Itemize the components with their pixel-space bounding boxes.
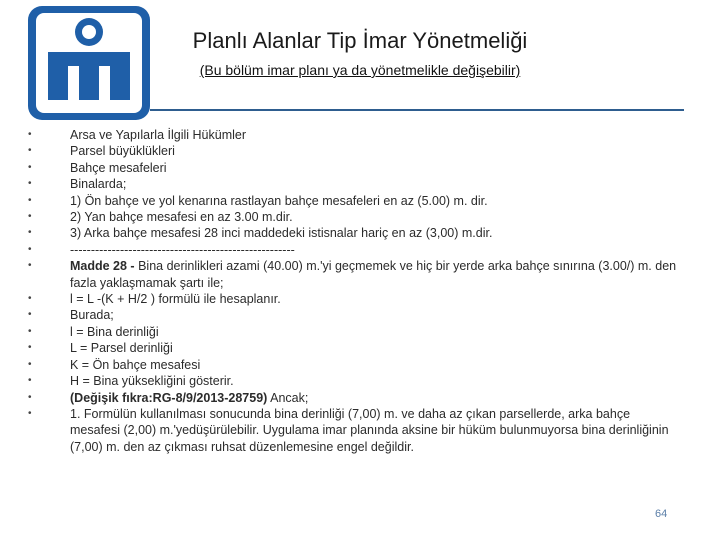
- item-text: 1. Formülün kullanılması sonucunda bina derinliği (7,00) m. ve daha az çıkan parsellerde, arka bahçe mesafesi (2,00) m.'yedüşürülebilir. Uygulama imar planında aksine bir hüküm bulunmuyorsa bina derinliğinin (7,00) m. den az çıkması ruhsat düzenlemesine engel değildir.: [70, 406, 669, 454]
- bullet-icon: •: [28, 309, 32, 321]
- bullet-icon: •: [28, 178, 32, 190]
- list-item: [28, 160, 678, 176]
- bullet-icon: •: [28, 293, 32, 305]
- bullet-icon: •: [28, 391, 32, 403]
- list-item: [28, 242, 678, 258]
- bullet-icon: •: [28, 243, 32, 255]
- list-item: [28, 324, 678, 340]
- item-text: K = Ön bahçe mesafesi: [70, 357, 201, 372]
- list-item: [28, 176, 678, 192]
- item-text: ------------------------------------------------------: [70, 242, 295, 257]
- bullet-icon: •: [28, 227, 32, 239]
- item-text: Arsa ve Yapılarla İlgili Hükümler: [70, 128, 246, 142]
- bullet-icon: •: [28, 407, 32, 419]
- bullet-icon: •: [28, 260, 32, 272]
- list-item: [28, 209, 678, 225]
- item-bold-text: (Değişik fıkra:RG-8/9/2013-28759): [70, 390, 268, 405]
- list-item: [28, 193, 678, 209]
- logo-icon: [28, 6, 150, 120]
- bullet-icon: •: [28, 145, 32, 157]
- list-item: [28, 357, 678, 373]
- bullet-icon: •: [28, 325, 32, 337]
- list-item: [28, 258, 678, 291]
- item-text: Parsel büyüklükleri: [70, 144, 175, 159]
- item-text: 1) Ön bahçe ve yol kenarına rastlayan bahçe mesafeleri en az (5.00) m. dir.: [70, 193, 488, 208]
- item-text: H = Bina yüksekliğini gösterir.: [70, 374, 234, 389]
- slide-title: Planlı Alanlar Tip İmar Yönetmeliği: [192, 28, 528, 53]
- list-item: [28, 373, 678, 389]
- bullet-icon: •: [28, 342, 32, 354]
- item-text: l = Bina derinliği: [70, 324, 159, 339]
- list-item: [28, 390, 678, 406]
- item-text: Binalarda;: [70, 177, 127, 192]
- list-item: [28, 143, 678, 159]
- bullet-icon: •: [28, 129, 32, 140]
- item-bold-text: Madde 28 -: [70, 259, 139, 274]
- list-item: [28, 406, 678, 455]
- slide-subtitle: (Bu bölüm imar planı ya da yönetmelikle değişebilir): [199, 62, 521, 78]
- item-text: Bahçe mesafeleri: [70, 160, 167, 175]
- bullet-icon: •: [28, 375, 32, 387]
- list-item: [28, 225, 678, 241]
- item-text: Burada;: [70, 308, 114, 323]
- item-text: 2) Yan bahçe mesafesi en az 3.00 m.dir.: [70, 210, 293, 225]
- bullet-icon: •: [28, 161, 32, 173]
- list-item: [28, 127, 678, 143]
- item-text: Ancak;: [267, 390, 309, 405]
- title-divider: [150, 109, 684, 111]
- bullet-icon: •: [28, 358, 32, 370]
- item-text: 3) Arka bahçe mesafesi 28 inci maddedeki istisnalar hariç en az (3,00) m.dir.: [70, 226, 493, 241]
- list-item: [28, 307, 678, 323]
- bullet-icon: •: [28, 211, 32, 223]
- institution-logo: [28, 6, 150, 120]
- item-text: Bina derinlikleri azami (40.00) m.'yi geçmemek ve hiç bir yerde arka bahçe sınırına (3.00/) m. den fazla yaklaşmamak şartı ile;: [70, 259, 677, 290]
- page-number: 64: [655, 508, 668, 520]
- item-text: L = Parsel derinliği: [70, 341, 173, 356]
- bullet-list: [28, 127, 678, 455]
- item-text: l = L -(K + H/2 ) formülü ile hesaplanır.: [70, 292, 281, 307]
- bullet-icon: •: [28, 194, 32, 206]
- list-item: [28, 340, 678, 356]
- list-item: [28, 291, 678, 307]
